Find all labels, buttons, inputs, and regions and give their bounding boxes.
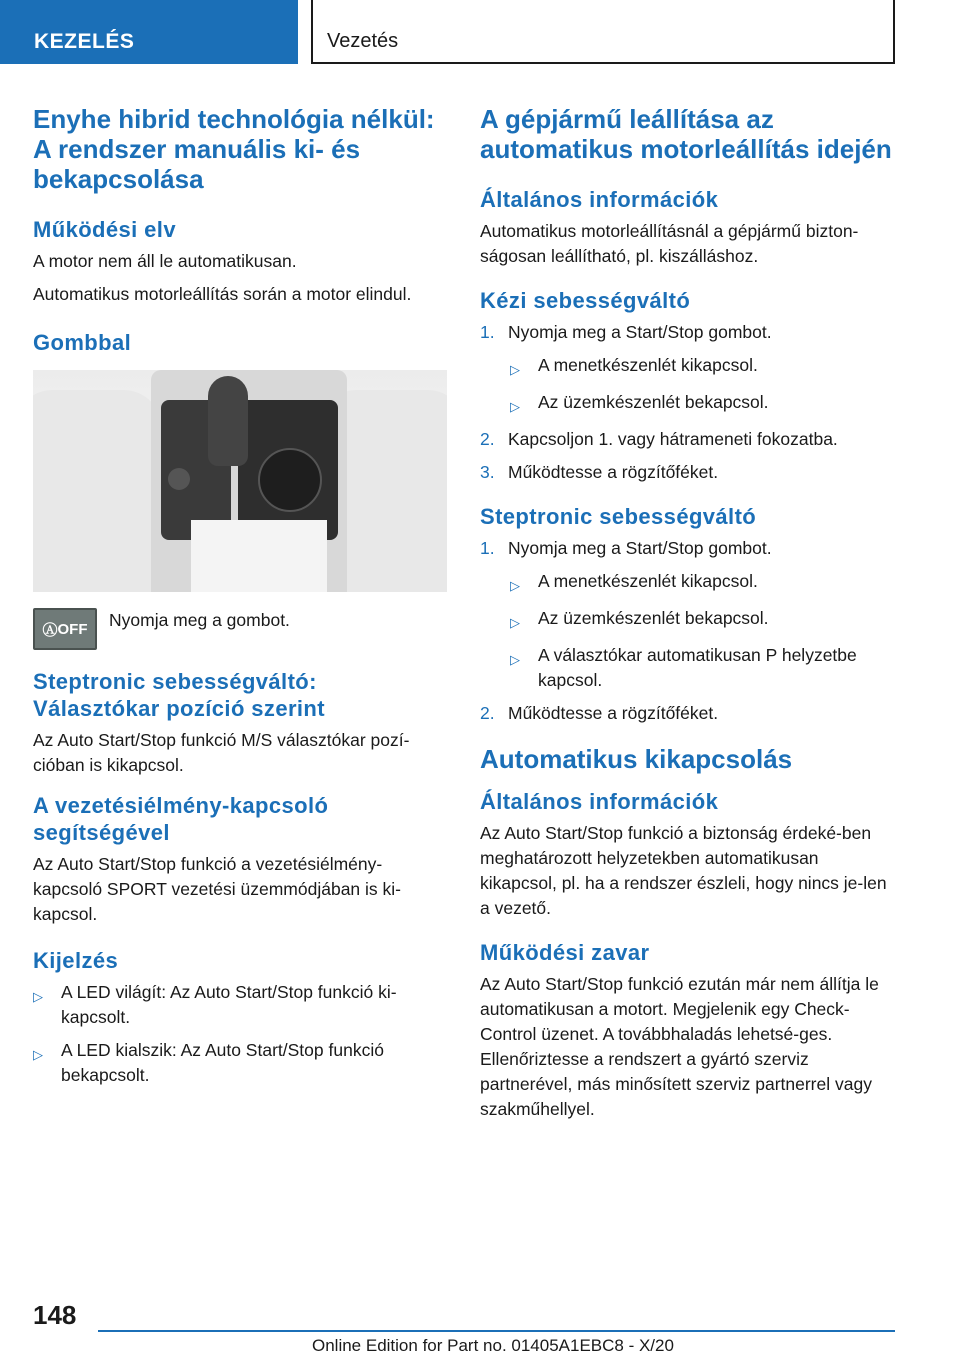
principle-text-1: A motor nem áll le automatikusan.: [33, 251, 297, 271]
triangle-bullet-icon: ▷: [33, 1047, 43, 1062]
list-item: ▷ A menetkészenlét kikapcsol.: [480, 353, 896, 382]
manual-gearbox-heading: Kézi sebességváltó: [480, 288, 691, 313]
auto-general-heading: Általános információk: [480, 789, 719, 814]
principle-heading: Működési elv: [33, 217, 176, 242]
list-item: 1. Nyomja meg a Start/Stop gombot.: [480, 322, 772, 342]
page-number: 148: [33, 1300, 77, 1330]
list-item: ▷ A LED kialszik: Az Auto Start/Stop funkció bekapcsolt.: [33, 1038, 447, 1088]
section-title: Vezetés: [311, 0, 895, 64]
principle-text-2: Automatikus motorleállítás során a motor elindul.: [33, 284, 412, 304]
auto-general-text: Az Auto Start/Stop funkció a biztonság érdeké-ben meghatározott helyzetekben automatikusan kikapcsol, pl. ha a rendszer észleli, hogy nincs je-len a vezető.: [480, 823, 887, 918]
general-info-text: Automatikus motorleállításnál a gépjármű bizton-ságosan leállítható, pl. kiszálláshoz.: [480, 221, 859, 266]
list-item: ▷ A választókar automatikusan P helyzetbe kapcsol.: [480, 643, 896, 693]
list-item: ▷ Az üzemkészenlét bekapcsol.: [480, 390, 896, 419]
list-item: 2. Működtesse a rögzítőféket.: [480, 703, 719, 723]
left-column: [33, 104, 447, 1096]
general-info-heading: Általános információk: [480, 187, 719, 212]
triangle-bullet-icon: ▷: [510, 578, 520, 593]
right-column: [480, 104, 896, 1130]
list-item: 3. Működtesse a rögzítőféket.: [480, 462, 719, 482]
edition-note: Online Edition for Part no. 01405A1EBC8 - X/20: [312, 1336, 674, 1355]
auto-off-title: Automatikus kikapcsolás: [480, 744, 793, 774]
triangle-bullet-icon: ▷: [510, 652, 520, 667]
list-item: ▷ A LED világít: Az Auto Start/Stop funkció ki-kapcsolt.: [33, 980, 447, 1030]
footer-divider: [98, 1330, 895, 1332]
press-button-text: Nyomja meg a gombot.: [109, 610, 290, 630]
list-item: ▷ A menetkészenlét kikapcsol.: [480, 569, 896, 598]
center-console-photo: [33, 370, 447, 592]
display-heading: Kijelzés: [33, 948, 119, 973]
triangle-bullet-icon: ▷: [33, 989, 43, 1004]
steptronic-position-text: Az Auto Start/Stop funkció M/S választókar pozí-cióban is kikapcsol.: [33, 730, 410, 775]
triangle-bullet-icon: ▷: [510, 615, 520, 630]
chapter-tab[interactable]: KEZELÉS: [0, 0, 298, 64]
drive-switch-text: Az Auto Start/Stop funkció a vezetésiélmény-kapcsoló SPORT vezetési üzemmódjában is ki-kapcsol.: [33, 854, 401, 924]
malfunction-text: Az Auto Start/Stop funkció ezután már nem állítja le automatikusan a motort. Megjelenik egy Check-Control üzenet. A továbbhaladás lehetsé-ges. Ellenőriztesse a rendszert a gyártó szerviz partnerével, más minősített szerviz partnerrel vagy szakműhellyel.: [480, 974, 879, 1119]
auto-start-stop-off-icon: Ⓐ OFF: [33, 608, 97, 650]
controller-knob: [258, 448, 322, 512]
list-item: ▷ Az üzemkészenlét bekapcsol.: [480, 606, 896, 635]
triangle-bullet-icon: ▷: [510, 362, 520, 377]
auto-start-stop-instruction: [33, 608, 447, 650]
right-title: A gépjármű leállítása az automatikus motorleállítás idején: [480, 104, 892, 164]
drive-switch-heading: A vezetésiélmény-kapcsoló segítségével: [33, 793, 329, 845]
list-item: 2. Kapcsoljon 1. vagy hátrameneti fokozatba.: [480, 429, 838, 449]
gear-selector-lever: [208, 376, 248, 466]
triangle-bullet-icon: ▷: [510, 399, 520, 414]
start-stop-button: [168, 468, 190, 490]
left-title: Enyhe hibrid technológia nélkül: A rendszer manuális ki- és bekapcsolása: [33, 104, 435, 194]
steptronic-position-heading: Steptronic sebességváltó: Választókar pozíció szerint: [33, 669, 325, 721]
steptronic-heading: Steptronic sebességváltó: [480, 504, 757, 529]
button-heading: Gombbal: [33, 330, 132, 355]
malfunction-heading: Működési zavar: [480, 940, 650, 965]
list-item: 1. Nyomja meg a Start/Stop gombot.: [480, 538, 772, 558]
